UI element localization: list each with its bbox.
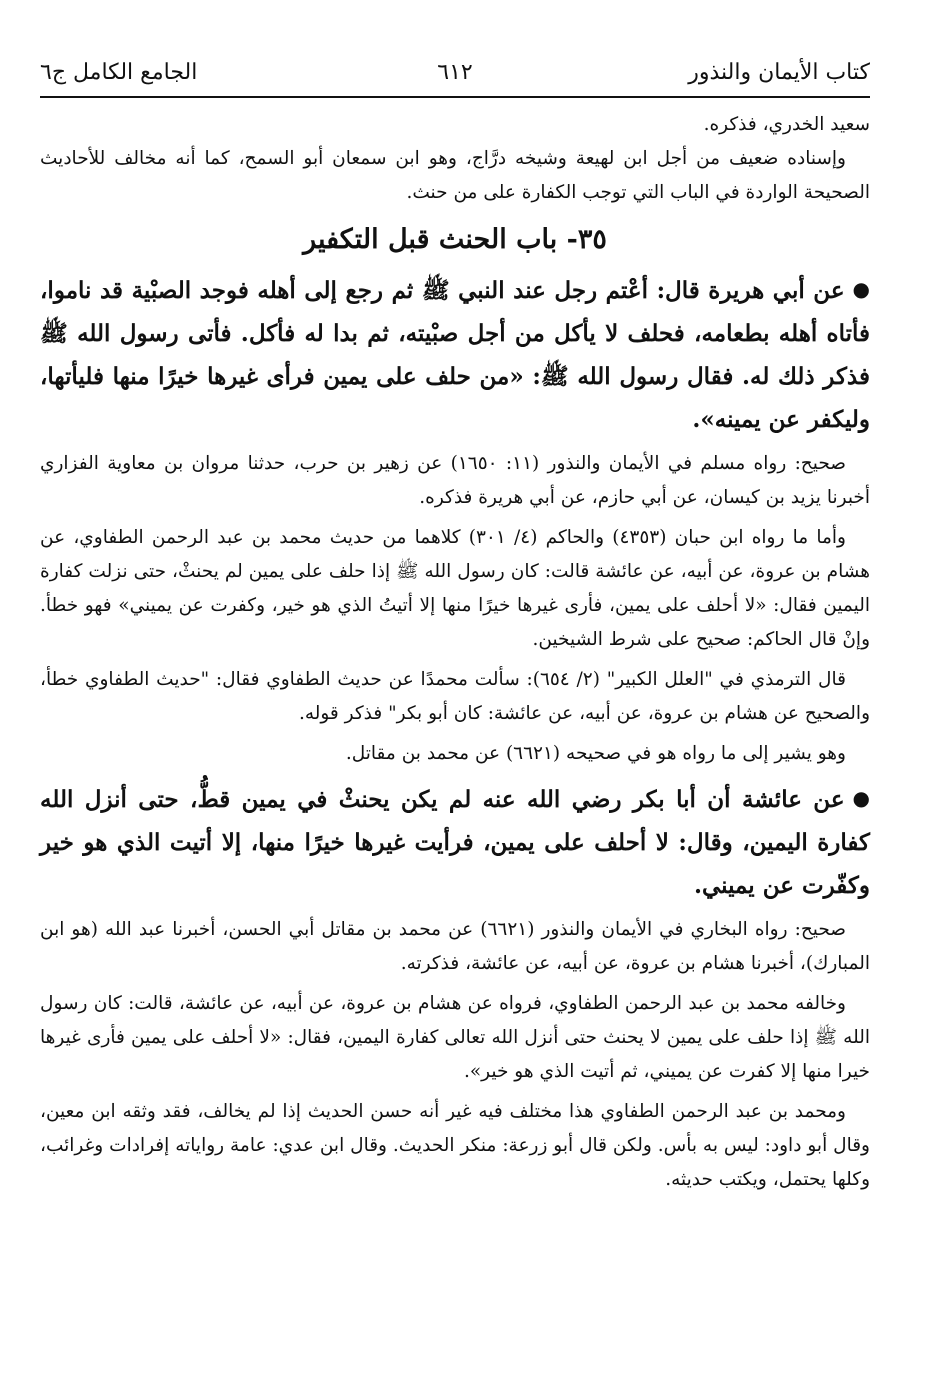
- hadith-body: عن أبي هريرة قال: أعْتم رجل عند النبي ﷺ ثم رجع إلى أهله فوجد الصبْية قد ناموا، فأتاه أهله بطعامه، فحلف لا يأكل من أجل صبْيته، ثم بدا له فأكل. فأتى رسول الله ﷺ فذكر ذلك له. فقال رسول الله ﷺ: «من حلف على يمين فرأى غيرها خيرًا منها فليأتها، وليكفر عن يمينه».: [40, 277, 870, 433]
- takhrij-note: ومحمد بن عبد الرحمن الطفاوي هذا مختلف فيه غير أنه حسن الحديث إذا لم يخالف، فقد وثقه ابن معين، وقال أبو داود: ليس به بأس. ولكن قال أبو زرعة: منكر الحديث. وقال ابن عدي: عامة رواياته إفرادات وغرائب، وكلها يحتمل، ويكتب حديثه.: [40, 1101, 870, 1190]
- takhrij-note: وخالفه محمد بن عبد الرحمن الطفاوي، فرواه عن هشام بن عروة، عن أبيه، عن عائشة، قالت: كان رسول الله ﷺ إذا حلف على يمين لا يحنث حتى أنزل الله تعالى كفارة اليمين، فقال: «لا أحلف على يمين فأرى غيرها خيرا منها إلا كفرت عن يميني، ثم أتيت الذي هو خير».: [40, 993, 870, 1082]
- hadith-text: [40, 777, 870, 907]
- page-header: [40, 50, 870, 98]
- chapter-title: ٣٥- باب الحنث قبل التكفير: [303, 224, 607, 255]
- bullet-icon: ●: [852, 786, 870, 810]
- hadith-body: عن عائشة أن أبا بكر رضي الله عنه لم يكن يحنثْ في يمين قطُّ، حتى أنزل الله كفارة اليمين، وقال: لا أحلف على يمين، فرأيت غيرها خيرًا منها، إلا أتيت الذي هو خير وكفّرت عن يميني.: [40, 786, 870, 899]
- hadith-text: [40, 268, 870, 441]
- bullet-icon: ●: [852, 277, 870, 301]
- takhrij-note: وأما ما رواه ابن حبان (٤٣٥٣) والحاكم (٤/ ٣٠١) كلاهما من حديث محمد بن عبد الرحمن الطفاوي، عن هشام بن عروة، عن أبيه، عن عائشة قالت: كان رسول الله ﷺ إذا حلف على يمين لم يحنثْ، حتى نزلت كفارة اليمين فقال: «لا أحلف على يمين، فأرى غيرها خيرًا منها إلا أتيتُ الذي هو خير، وكفرت عن يميني» فهو خطأ. وإنْ قال الحاكم: صحيح على شرط الشيخين.: [40, 527, 870, 650]
- paragraph: سعيد الخدري، فذكره.: [703, 114, 870, 135]
- book-title: الجامع الكامل ج٦: [40, 60, 198, 85]
- page-number: ٦١٢: [437, 60, 473, 85]
- takhrij-note: وهو يشير إلى ما رواه هو في صحيحه (٦٦٢١) عن محمد بن مقاتل.: [345, 743, 846, 764]
- page-content: [40, 108, 870, 1197]
- takhrij-note: قال الترمذي في "العلل الكبير" (٢/ ٦٥٤): سألت محمدًا عن حديث الطفاوي فقال: "حديث الطفاوي خطأ، والصحيح عن هشام بن عروة، عن أبيه، عن عائشة: كان أبو بكر" فذكر قوله.: [40, 669, 870, 724]
- takhrij-note: صحيح: رواه مسلم في الأيمان والنذور (١١: ١٦٥٠) عن زهير بن حرب، حدثنا مروان بن معاوية الفزاري أخبرنا يزيد بن كيسان، عن أبي حازم، عن أبي هريرة فذكره.: [40, 453, 870, 508]
- page: [40, 50, 870, 1197]
- book-section-title: كتاب الأيمان والنذور: [688, 60, 870, 85]
- paragraph: وإسناده ضعيف من أجل ابن لهيعة وشيخه درَّاج، وهو ابن سمعان أبو السمح، كما أنه مخالف للأحاديث الصحيحة الواردة في الباب التي توجب الكفارة على من حنث.: [40, 148, 870, 203]
- takhrij-note: صحيح: رواه البخاري في الأيمان والنذور (٦٦٢١) عن محمد بن مقاتل أبي الحسن، أخبرنا عبد الله (هو ابن المبارك)، أخبرنا هشام بن عروة، عن أبيه، عن عائشة، فذكرته.: [40, 919, 870, 974]
